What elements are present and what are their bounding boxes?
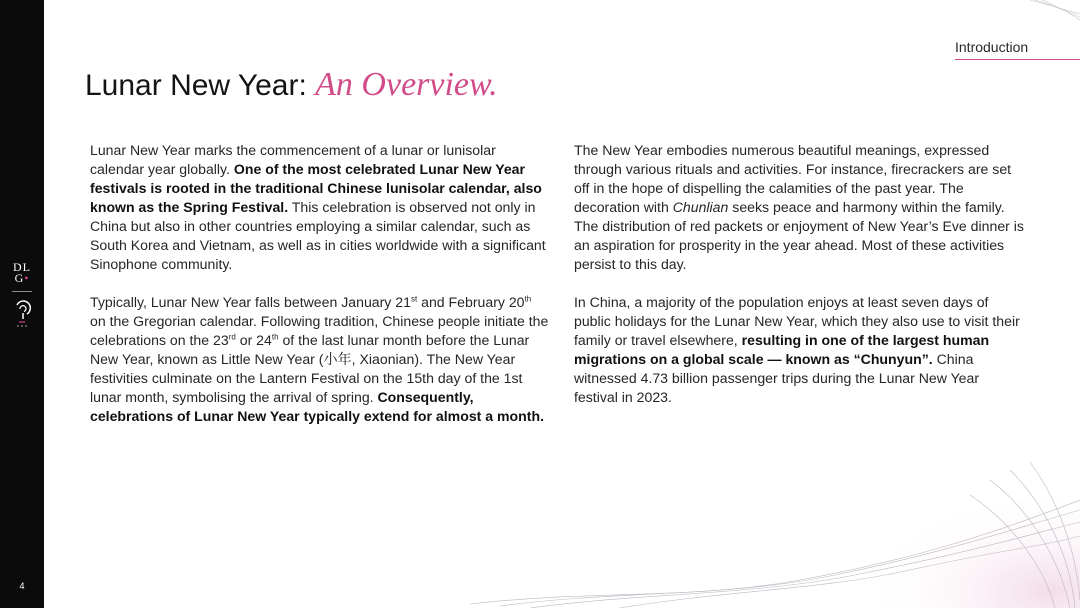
brand-divider — [12, 291, 32, 292]
bold-run: Consequently, celebrations of Lunar New Year typically extend for almost a month. — [90, 389, 544, 424]
bold-run: resulting in one of the largest human migrations on a global scale — known as “Chunyun”. — [574, 332, 990, 367]
text-run: seeks peace and harmony within the family. The distribution of red packets or enjoyment of New Year’s Eve dinner is an aspiration for prosperity in the year ahead. Most of these activities persist to this day. — [574, 199, 1024, 272]
text-run: In China, a majority of the population enjoys at least seven days of public holidays for the Lunar New Year, which they also use to visit their family or travel elsewhere, — [574, 294, 1020, 348]
brand-logo-line1: DL — [13, 260, 31, 274]
text-run: and February 20 — [417, 294, 525, 310]
paragraph-meanings — [574, 141, 1026, 274]
bold-run: One of the most celebrated Lunar New Year festivals is rooted in the traditional Chinese lunisolar calendar, also known as the Spring Festival. — [90, 161, 542, 215]
superscript: th — [271, 332, 279, 342]
decorative-waves-bottom — [470, 440, 1080, 608]
brand-logo-line2 — [13, 273, 31, 284]
radio-signal-icon — [11, 300, 33, 328]
text-run: This celebration is observed not only in China but also in other countries employing a similar calendar, such as South Korea and Vietnam, as well as in cities worldwide with a significant Sinophone community. — [90, 199, 546, 272]
text-run: Typically, Lunar New Year falls between January 21 — [90, 294, 411, 310]
text-run: of the last lunar month before the Lunar New Year, known as Little New Year (小年, Xiaonian). The New Year festivities culminate on the Lantern Festival on the 15th day of the 1st lunar month, symbolising the arrival of spring. — [90, 332, 530, 405]
text-run: on the Gregorian calendar. Following tradition, Chinese people initiate the celebrations on the 23 — [90, 313, 549, 348]
brand-logo — [13, 262, 31, 284]
decorative-waves-top — [1000, 0, 1080, 25]
text-run: The New Year embodies numerous beautiful meanings, expressed through various rituals and activities. For instance, firecrackers are set off in the hope of dispelling the calamities of the past year. The decoration with — [574, 142, 1012, 215]
page-title — [85, 66, 498, 104]
text-run: Lunar New Year marks the commencement of a lunar or lunisolar calendar year globally. — [90, 142, 496, 177]
text-run: or 24 — [235, 332, 272, 348]
section-label: Introduction — [955, 39, 1080, 60]
brand-logo-letter: G — [14, 271, 25, 285]
superscript: th — [524, 294, 532, 304]
paragraph-dates — [90, 293, 550, 426]
italic-run: Chunlian — [672, 199, 729, 215]
paragraph-migration — [574, 293, 1026, 407]
superscript: rd — [228, 332, 236, 342]
paragraph-intro — [90, 141, 550, 274]
sidebar — [0, 0, 44, 608]
superscript: st — [410, 294, 418, 304]
right-column — [574, 141, 1026, 426]
page-title-main: Lunar New Year: — [85, 69, 316, 102]
left-column — [90, 141, 550, 445]
page-title-accent: An Overview. — [315, 66, 498, 103]
brand — [0, 262, 44, 328]
page-number: 4 — [19, 581, 25, 591]
text-run: China witnessed 4.73 billion passenger trips during the Lunar New Year festival in 2023. — [574, 351, 980, 405]
brand-logo-dot: • — [24, 271, 30, 285]
